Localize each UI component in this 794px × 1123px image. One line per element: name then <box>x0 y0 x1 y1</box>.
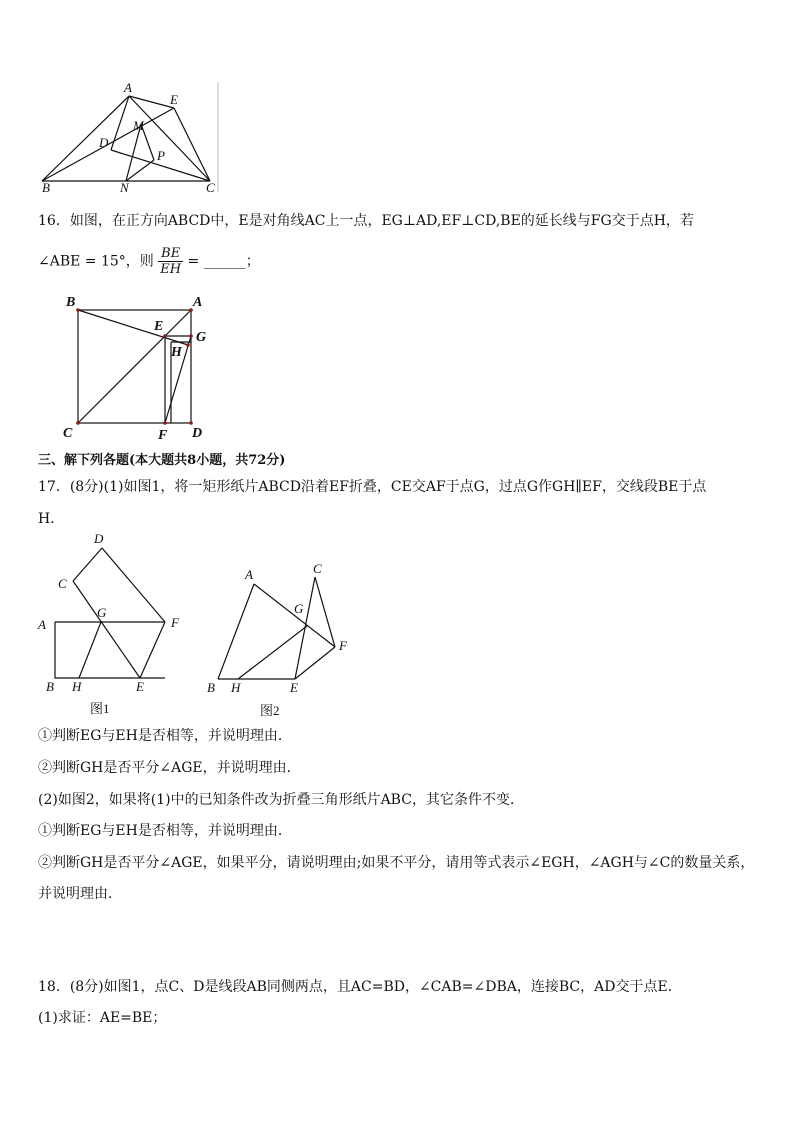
fig16-label-E: E <box>154 319 164 334</box>
fig17b-label-A: A <box>245 567 253 582</box>
q17-part2-item2-cont: 并说明理由． <box>38 886 122 902</box>
fig16-label-C: C <box>63 426 73 441</box>
fig17a-label-G: G <box>97 605 107 620</box>
q17-part2-intro: (2)如图2，如果将(1)中的已知条件改为折叠三角形纸片ABC，其它条件不变． <box>38 792 524 808</box>
section-heading: 三、解下列各题(本大题共8小题，共72分) <box>38 453 286 468</box>
figure-q15 <box>30 78 230 196</box>
q16-fraction-denominator: EH <box>160 262 182 277</box>
fig17a-label-E: E <box>136 679 144 694</box>
q16-fraction-numerator: BE <box>158 246 183 262</box>
fig16-label-G: G <box>196 330 207 345</box>
q17-text-line2: H． <box>38 511 65 527</box>
q16-text-line2 <box>38 246 260 277</box>
fig16-label-A: A <box>193 295 203 310</box>
fig16-label-B: B <box>66 295 76 310</box>
fig17b-label-H: H <box>231 680 241 695</box>
fig17b-label-B: B <box>207 680 215 695</box>
fig17a-label-F: F <box>171 615 179 630</box>
q17-part1-item1: ①判断EG与EH是否相等，并说明理由． <box>38 728 292 744</box>
fig15-label-P: P <box>157 148 165 163</box>
fig15-label-D: D <box>99 135 109 150</box>
q18-text-line1: 18．(8分)如图1，点C、D是线段AB同侧两点，且AC=BD，∠CAB=∠DBA，连接BC，AD交于点E． <box>38 979 682 995</box>
fig15-label-A: A <box>124 80 132 95</box>
fig17a-label-B: B <box>46 679 54 694</box>
q18-part1: (1)求证：AE=BE； <box>38 1010 167 1026</box>
q17-part2-item2: ②判断GH是否平分∠AGE，如果平分，请说明理由;如果不平分，请用等式表示∠EGH，∠AGH与∠C的数量关系， <box>38 855 755 871</box>
fig17b-label-E: E <box>290 680 298 695</box>
q16-angle-condition: ∠ABE = 15°，则 <box>38 253 154 270</box>
figure-q17-fig2 <box>200 555 360 720</box>
q16-answer-blank: = ______； <box>187 253 260 270</box>
fig17a-label-D: D <box>94 531 104 546</box>
figure-q17-fig1 <box>30 528 190 720</box>
fig17b-label-C: C <box>313 561 322 576</box>
fig17a-label-A: A <box>38 617 46 632</box>
fig15-label-E: E <box>170 92 178 107</box>
q17-part2-item1: ①判断EG与EH是否相等，并说明理由． <box>38 823 292 839</box>
q17-part1-item2: ②判断GH是否平分∠AGE，并说明理由． <box>38 760 301 776</box>
q17-text-line1: 17．(8分)(1)如图1，将一矩形纸片ABCD沿着EF折叠，CE交AF于点G，过点G作GH∥EF，交线段BE于点 <box>38 479 707 495</box>
figure-q16 <box>58 290 218 445</box>
fig16-label-F: F <box>158 428 168 443</box>
fig2-caption: 图2 <box>260 703 280 718</box>
q16-text-line1: 16．如图，在正方向ABCD中，E是对角线AC上一点，EG⊥AD,EF⊥CD,BE的延长线与FG交于点H，若 <box>38 213 694 229</box>
fig1-caption: 图1 <box>90 701 110 716</box>
fig16-label-H: H <box>171 345 182 360</box>
fig17a-label-H: H <box>72 679 82 694</box>
q16-fraction <box>158 246 183 277</box>
fig15-label-C: C <box>206 180 215 195</box>
fig15-label-N: N <box>120 180 129 195</box>
fig17a-label-C: C <box>58 576 67 591</box>
fig15-label-M: M <box>133 118 144 133</box>
fig16-label-D: D <box>192 426 203 441</box>
fig17b-label-G: G <box>294 601 304 616</box>
fig17b-label-F: F <box>339 638 347 653</box>
fig15-label-B: B <box>42 180 50 195</box>
